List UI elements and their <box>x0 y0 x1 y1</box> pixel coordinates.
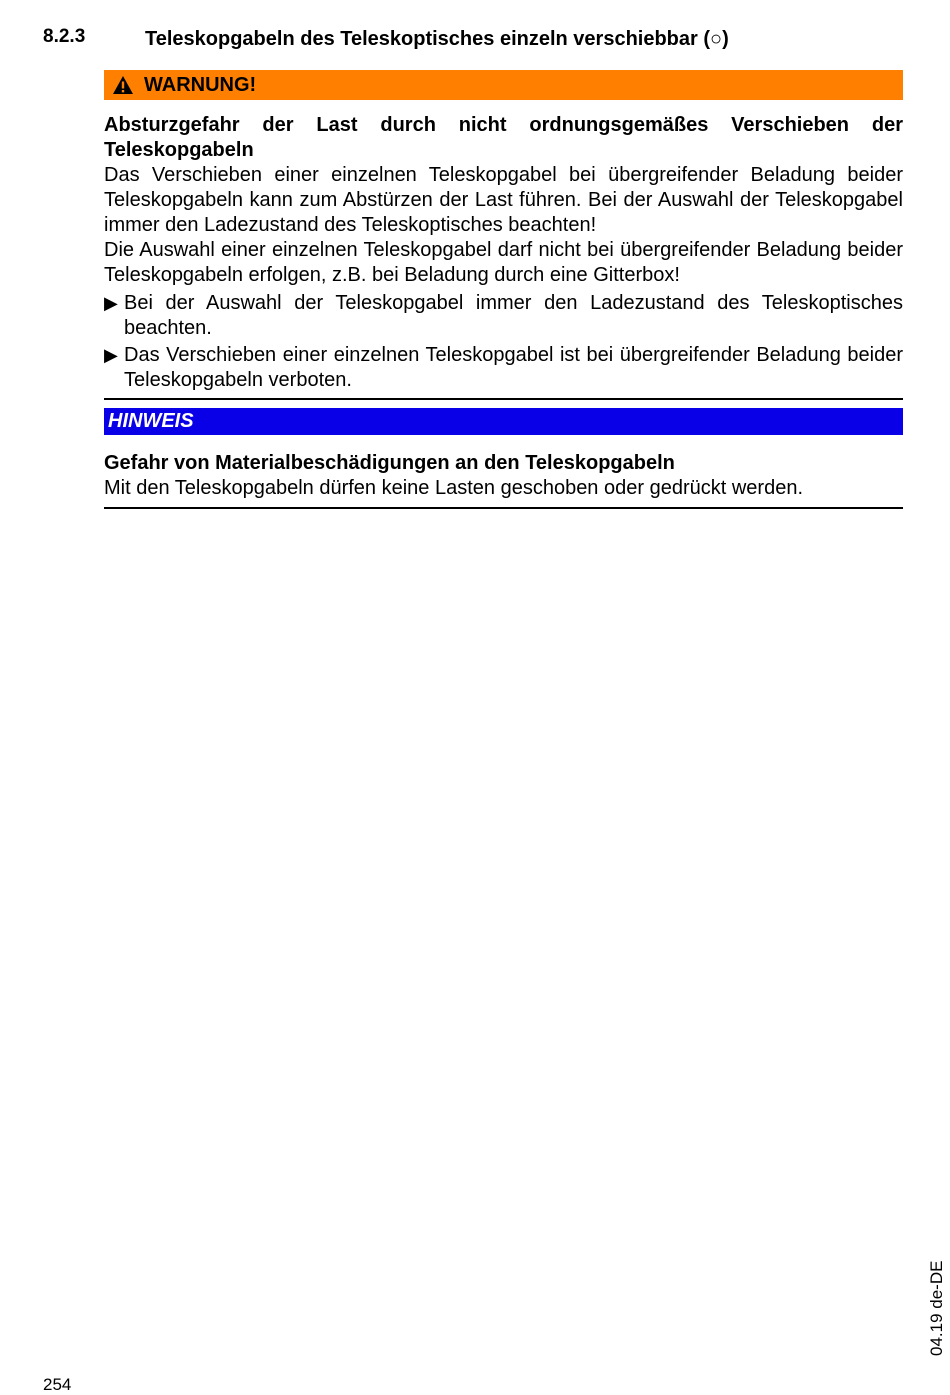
page-number: 254 <box>43 1375 72 1394</box>
warning-triangle-icon <box>112 75 134 95</box>
divider <box>104 507 903 509</box>
warning-banner <box>104 70 903 100</box>
notice-banner: HINWEIS <box>104 408 903 435</box>
list-item <box>104 291 903 341</box>
main-content <box>104 70 903 509</box>
version-code: 04.19 de-DE <box>927 1260 946 1356</box>
section-number: 8.2.3 <box>43 26 86 47</box>
notice-text: Mit den Teleskopgabeln dürfen keine Lasten geschoben oder gedrückt werden. <box>104 477 803 499</box>
bullet-arrow-icon: ▶ <box>104 293 118 313</box>
warning-paragraph: Das Verschieben einer einzelnen Teleskopgabel bei übergreifender Beladung beider Teleskopgabeln kann zum Abstürzen der Last führen. Bei der Auswahl der Teleskopgabel immer den Ladezustand des Teleskoptisches beachten! <box>104 164 903 236</box>
bullet-arrow-icon: ▶ <box>104 345 118 365</box>
list-item <box>104 343 903 393</box>
warning-heading: Absturzgefahr der Last durch nicht ordnungsgemäßes Verschieben der Teleskopgabeln <box>104 114 903 161</box>
warning-instructions <box>104 291 903 393</box>
warning-label: WARNUNG! <box>144 74 257 96</box>
divider <box>104 398 903 400</box>
list-item-text: Das Verschieben einer einzelnen Teleskopgabel ist bei übergreifender Beladung beider Teleskopgabeln verboten. <box>124 344 903 391</box>
notice-heading: Gefahr von Materialbeschädigungen an den Teleskopgabeln <box>104 452 675 474</box>
section-title: Teleskopgabeln des Teleskoptisches einzeln verschiebbar (○) <box>145 28 729 50</box>
list-item-text: Bei der Auswahl der Teleskopgabel immer den Ladezustand des Teleskoptisches beachten. <box>124 292 903 339</box>
warning-paragraph: Die Auswahl einer einzelnen Teleskopgabel darf nicht bei übergreifender Beladung beider Teleskopgabeln erfolgen, z.B. bei Beladung durch eine Gitterbox! <box>104 239 903 286</box>
